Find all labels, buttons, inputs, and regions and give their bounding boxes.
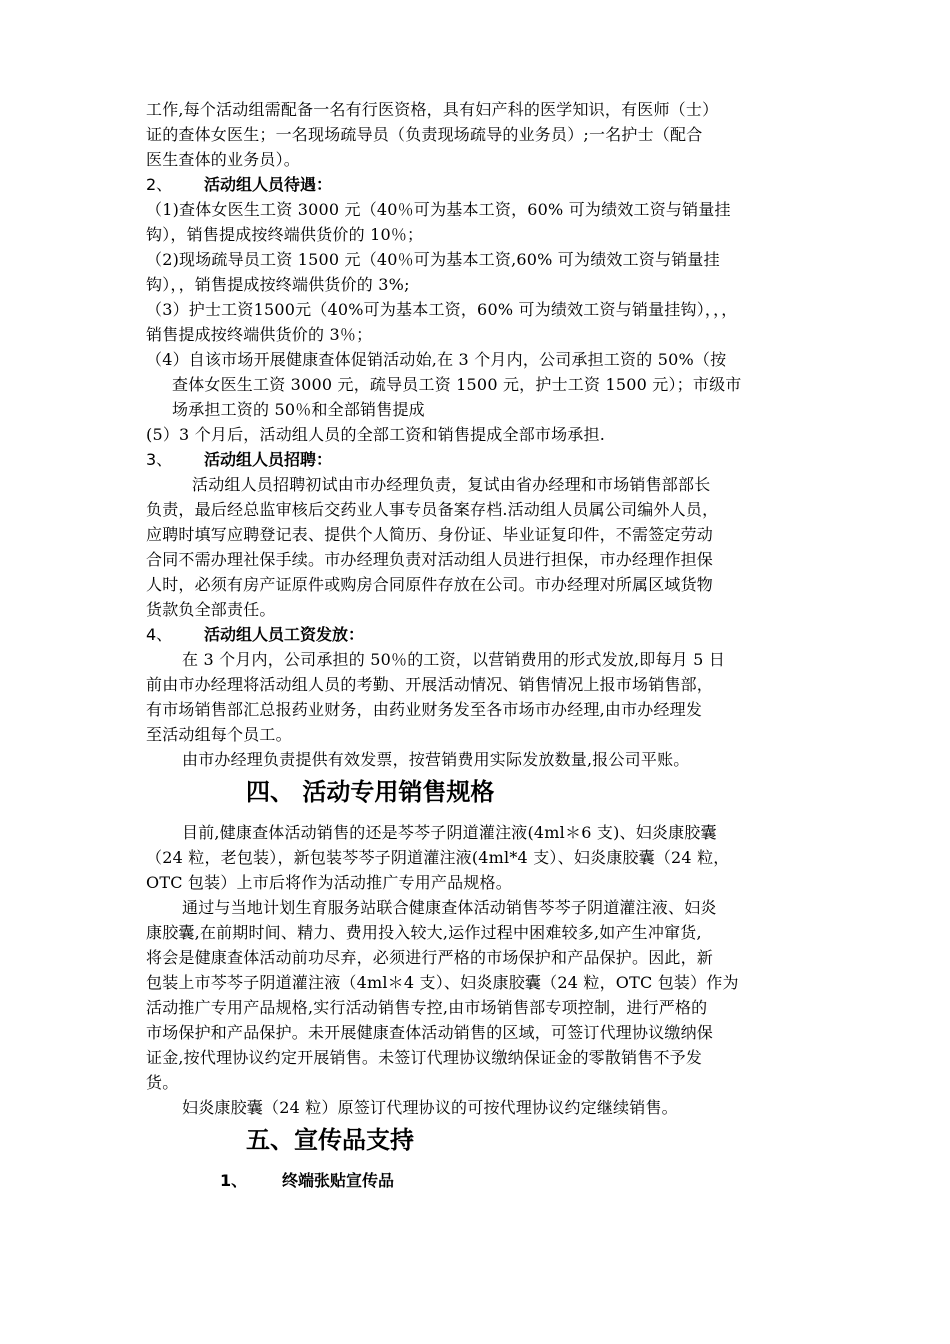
subheading-number: 3、: [146, 450, 173, 469]
paragraph-line: （2)现场疏导员工资 1500 元（40％可为基本工资,60% 可为绩效工资与销量挂: [146, 250, 720, 269]
paragraph-line: 合同不需办理社保手续。市办经理负责对活动组人员进行担保，市办经理作担保: [146, 550, 714, 569]
paragraph-line: 至活动组每个员工。: [146, 725, 292, 744]
paragraph-line: OTC 包装）上市后将作为活动推广专用产品规格。: [146, 873, 512, 892]
paragraph-line: 人时，必须有房产证原件或购房合同原件存放在公司。市办经理对所属区域货物: [146, 575, 714, 594]
paragraph-line: 货。: [146, 1073, 179, 1092]
paragraph-line: 前由市办经理将活动组人员的考勤、开展活动情况、销售情况上报市场销售部，: [146, 675, 714, 694]
paragraph-line: 负责，最后经总监审核后交药业人事专员备案存档.活动组人员属公司编外人员，: [146, 500, 719, 519]
subheading-title: 活动组人员待遇：: [204, 175, 333, 194]
paragraph-line: 销售提成按终端供货价的 3％；: [146, 325, 373, 344]
paragraph-line: (5）3 个月后，活动组人员的全部工资和销售提成全部市场承担.: [146, 425, 605, 444]
paragraph-line: 活动组人员招聘初试由市办经理负责，复试由省办经理和市场销售部部长: [192, 475, 711, 494]
subheading-title: 终端张贴宣传品: [282, 1171, 395, 1190]
paragraph-line: 证金,按代理协议约定开展销售。未签订代理协议缴纳保证金的零散销售不予发: [146, 1048, 703, 1067]
paragraph-line: 妇炎康胶囊（24 粒）原签订代理协议的可按代理协议约定继续销售。: [182, 1098, 678, 1117]
paragraph-line: 有市场销售部汇总报药业财务，由药业财务发至各市场市办经理,由市办经理发: [146, 700, 703, 719]
paragraph-line: 钩），销售提成按终端供货价的 10％；: [146, 225, 424, 244]
paragraph-line: 目前,健康查体活动销售的还是芩芩子阴道灌注液(4ml＊6 支)、妇炎康胶囊: [182, 823, 717, 842]
paragraph-line: 包装上市芩芩子阴道灌注液（4ml＊4 支）、妇炎康胶囊（24 粒，OTC 包装）作为: [146, 973, 739, 992]
paragraph-line: （1)查体女医生工资 3000 元（40％可为基本工资，60% 可为绩效工资与销量挂: [146, 200, 731, 219]
paragraph-line: 活动推广专用产品规格,实行活动销售专控,由市场销售部专项控制，进行严格的: [146, 998, 708, 1017]
subheading-number: 1、: [220, 1171, 248, 1190]
paragraph-line: （3）护士工资1500元（40%可为基本工资，60% 可为绩效工资与销量挂钩），，，: [146, 300, 738, 319]
subheading-title: 活动组人员招聘：: [204, 450, 333, 469]
paragraph-line: 钩），，销售提成按终端供货价的 3%;: [146, 275, 410, 294]
paragraph-line: （24 粒，老包装），新包装芩芩子阴道灌注液(4ml*4 支）、妇炎康胶囊（24 粒，: [146, 848, 730, 867]
paragraph-line: 医生查体的业务员）。: [146, 150, 301, 169]
section-heading: 四、 活动专用销售规格: [246, 778, 495, 806]
paragraph-line: 通过与当地计划生育服务站联合健康查体活动销售芩芩子阴道灌注液、妇炎: [182, 898, 717, 917]
paragraph-line: 查体女医生工资 3000 元，疏导员工资 1500 元，护士工资 1500 元）；市级市: [172, 375, 742, 394]
paragraph-line: （4）自该市场开展健康查体促销活动始,在 3 个月内，公司承担工资的 50%（按: [146, 350, 727, 369]
subheading-title: 活动组人员工资发放：: [204, 625, 365, 644]
paragraph-line: 场承担工资的 50％和全部销售提成: [172, 400, 425, 419]
paragraph-line: 应聘时填写应聘登记表、提供个人简历、身份证、毕业证复印件，不需签定劳动: [146, 525, 714, 544]
paragraph-line: 证的查体女医生；一名现场疏导员（负责现场疏导的业务员）;一名护士（配合: [146, 125, 703, 144]
paragraph-line: 将会是健康查体活动前功尽弃，必须进行严格的市场保护和产品保护。因此，新: [146, 948, 714, 967]
paragraph-line: 康胶囊,在前期时间、精力、费用投入较大,运作过程中困难较多,如产生冲窜货,: [146, 923, 702, 942]
section-heading: 五、宣传品支持: [246, 1126, 414, 1154]
paragraph-line: 由市办经理负责提供有效发票，按营销费用实际发放数量,报公司平账。: [182, 750, 690, 769]
subheading-number: 4、: [146, 625, 173, 644]
paragraph-line: 在 3 个月内，公司承担的 50％的工资，以营销费用的形式发放,即每月 5 日: [182, 650, 726, 669]
subheading-number: 2、: [146, 175, 173, 194]
paragraph-line: 市场保护和产品保护。未开展健康查体活动销售的区域，可签订代理协议缴纳保: [146, 1023, 714, 1042]
paragraph-line: 货款负全部责任。: [146, 600, 276, 619]
paragraph-line: 工作,每个活动组需配备一名有行医资格，具有妇产科的医学知识，有医师（士）: [146, 100, 719, 119]
